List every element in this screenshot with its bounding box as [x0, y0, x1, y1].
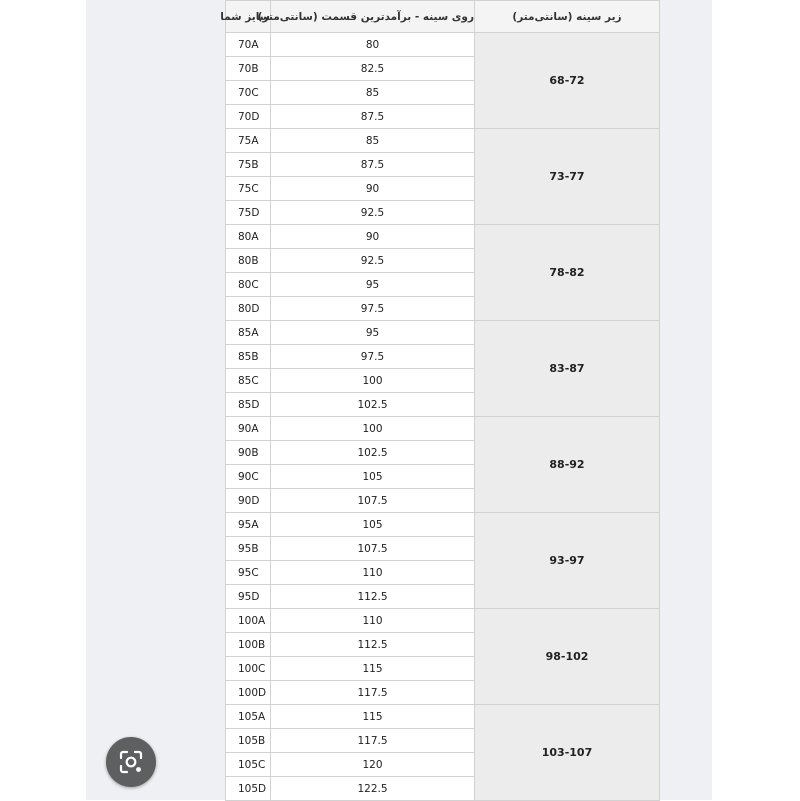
size-cell: 90D	[226, 489, 271, 513]
bust-cell: 115	[271, 705, 475, 729]
bust-cell: 95	[271, 273, 475, 297]
bust-cell: 90	[271, 177, 475, 201]
bust-cell: 112.5	[271, 585, 475, 609]
underbust-range-cell: 98-102	[475, 609, 660, 705]
size-cell: 105D	[226, 777, 271, 801]
visual-search-button[interactable]	[106, 737, 156, 787]
bust-cell: 97.5	[271, 345, 475, 369]
bust-cell: 80	[271, 33, 475, 57]
underbust-range-cell: 93-97	[475, 513, 660, 609]
table-row	[226, 129, 660, 153]
size-cell: 85C	[226, 369, 271, 393]
size-cell: 95D	[226, 585, 271, 609]
bust-cell: 122.5	[271, 777, 475, 801]
size-chart-table	[220, 0, 660, 801]
bust-cell: 85	[271, 129, 475, 153]
size-cell: 70A	[226, 33, 271, 57]
table-row	[226, 609, 660, 633]
size-cell: 95C	[226, 561, 271, 585]
table-row	[226, 225, 660, 249]
size-cell: 100B	[226, 633, 271, 657]
size-cell: 100C	[226, 657, 271, 681]
table-row	[226, 33, 660, 57]
bust-cell: 87.5	[271, 153, 475, 177]
size-cell: 85A	[226, 321, 271, 345]
size-cell: 100A	[226, 609, 271, 633]
bust-cell: 92.5	[271, 249, 475, 273]
bust-cell: 105	[271, 465, 475, 489]
size-cell: 105A	[226, 705, 271, 729]
size-cell: 90B	[226, 441, 271, 465]
underbust-range-cell: 68-72	[475, 33, 660, 129]
size-cell: 70B	[226, 57, 271, 81]
size-cell: 75C	[226, 177, 271, 201]
bust-cell: 112.5	[271, 633, 475, 657]
bust-cell: 107.5	[271, 489, 475, 513]
size-cell: 95A	[226, 513, 271, 537]
size-chart-body	[226, 33, 660, 801]
size-cell: 75A	[226, 129, 271, 153]
table-row	[226, 705, 660, 729]
size-cell: 75D	[226, 201, 271, 225]
bust-cell: 115	[271, 657, 475, 681]
camera-search-icon	[118, 749, 144, 775]
left-margin	[0, 0, 86, 800]
bust-cell: 102.5	[271, 393, 475, 417]
size-cell: 70D	[226, 105, 271, 129]
size-cell: 80B	[226, 249, 271, 273]
size-cell: 85D	[226, 393, 271, 417]
bust-cell: 85	[271, 81, 475, 105]
bust-cell: 92.5	[271, 201, 475, 225]
bust-cell: 102.5	[271, 441, 475, 465]
table-row	[226, 513, 660, 537]
underbust-range-cell: 88-92	[475, 417, 660, 513]
page-content	[86, 0, 712, 800]
column-header-underbust: زیر سینه (سانتی‌متر)	[475, 1, 660, 33]
bust-cell: 95	[271, 321, 475, 345]
bust-cell: 87.5	[271, 105, 475, 129]
bust-cell: 90	[271, 225, 475, 249]
right-margin	[712, 0, 800, 800]
size-cell: 90C	[226, 465, 271, 489]
size-cell: 80C	[226, 273, 271, 297]
size-cell: 105C	[226, 753, 271, 777]
bust-cell: 120	[271, 753, 475, 777]
underbust-range-cell: 78-82	[475, 225, 660, 321]
bust-cell: 110	[271, 561, 475, 585]
bust-cell: 97.5	[271, 297, 475, 321]
underbust-range-cell: 83-87	[475, 321, 660, 417]
size-cell: 90A	[226, 417, 271, 441]
size-cell: 85B	[226, 345, 271, 369]
column-header-size: سایز شما	[226, 1, 271, 33]
size-cell: 105B	[226, 729, 271, 753]
size-cell: 80A	[226, 225, 271, 249]
table-row	[226, 321, 660, 345]
size-cell: 70C	[226, 81, 271, 105]
bust-cell: 117.5	[271, 681, 475, 705]
bust-cell: 107.5	[271, 537, 475, 561]
bust-cell: 117.5	[271, 729, 475, 753]
bust-cell: 110	[271, 609, 475, 633]
bust-cell: 100	[271, 369, 475, 393]
size-cell: 75B	[226, 153, 271, 177]
size-cell: 80D	[226, 297, 271, 321]
underbust-range-cell: 73-77	[475, 129, 660, 225]
bust-cell: 82.5	[271, 57, 475, 81]
column-header-bust: روی سینه - برآمدترین قسمت (سانتی‌متر)	[271, 1, 475, 33]
bust-cell: 100	[271, 417, 475, 441]
size-cell: 100D	[226, 681, 271, 705]
underbust-range-cell: 103-107	[475, 705, 660, 801]
table-header-row	[226, 1, 660, 33]
size-cell: 95B	[226, 537, 271, 561]
table-row	[226, 417, 660, 441]
bust-cell: 105	[271, 513, 475, 537]
